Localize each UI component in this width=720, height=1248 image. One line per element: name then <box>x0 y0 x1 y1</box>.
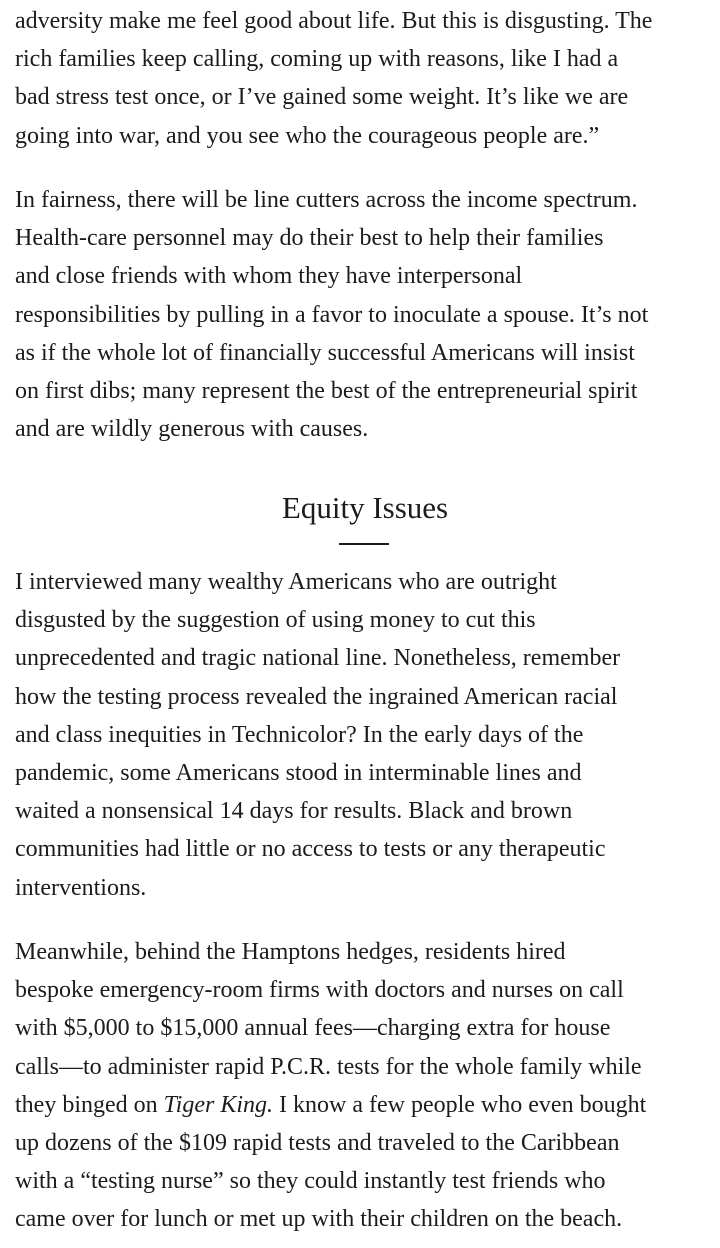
paragraph-equity <box>15 563 715 907</box>
text-line: disgusted by the suggestion of using money to cut this <box>15 607 536 634</box>
text-line: interventions. <box>15 874 147 901</box>
text-line: going into war, and you see who the courageous people are.” <box>15 122 600 149</box>
paragraph-hamptons <box>15 933 715 1239</box>
text-line: pandemic, some Americans stood in interminable lines and <box>15 760 582 787</box>
text-segment: I know a few people who even bought <box>273 1091 647 1118</box>
text-line: with $5,000 to $15,000 annual fees—charging extra for house <box>15 1015 611 1042</box>
paragraph-fairness <box>15 181 715 448</box>
text-line: Health-care personnel may do their best to help their families <box>15 225 604 252</box>
text-line: bespoke emergency-room firms with doctors and nurses on call <box>15 977 624 1004</box>
text-line: waited a nonsensical 14 days for results. Black and brown <box>15 798 573 825</box>
text-line: rich families keep calling, coming up with reasons, like I had a <box>15 46 619 73</box>
text-line: responsibilities by pulling in a favor to inoculate a spouse. It’s not <box>15 301 649 328</box>
text-line: and are wildly generous with causes. <box>15 416 369 443</box>
section-heading: Equity Issues <box>281 490 449 525</box>
text-line: with a “testing nurse” so they could instantly test friends who <box>15 1168 606 1195</box>
text-line: as if the whole lot of financially successful Americans will insist <box>15 339 635 366</box>
text-line: on first dibs; many represent the best of the entrepreneurial spirit <box>15 378 638 405</box>
text-line: and close friends with whom they have interpersonal <box>15 263 523 290</box>
text-line: calls—to administer rapid P.C.R. tests for the whole family while <box>15 1053 642 1080</box>
text-line: up dozens of the $109 rapid tests and traveled to the Caribbean <box>15 1130 620 1157</box>
text-line: communities had little or no access to tests or any therapeutic <box>15 836 606 863</box>
text-segment: they binged on <box>15 1091 164 1118</box>
text-line: unprecedented and tragic national line. Nonetheless, remember <box>15 645 621 672</box>
text-line: and class inequities in Technicolor? In the early days of the <box>15 721 584 748</box>
text-line: came over for lunch or met up with their children on the beach. <box>15 1206 623 1233</box>
text-line: how the testing process revealed the ingrained American racial <box>15 683 618 710</box>
text-line: adversity make me feel good about life. But this is disgusting. The <box>15 8 653 34</box>
text-line: Meanwhile, behind the Hamptons hedges, residents hired <box>15 939 566 965</box>
text-line: In fairness, there will be line cutters across the income spectrum. <box>15 187 638 213</box>
italic-title: Tiger King. <box>163 1091 273 1118</box>
heading-divider <box>339 543 389 545</box>
text-line: I interviewed many wealthy Americans who are outright <box>15 569 557 595</box>
paragraph-quote-ending <box>15 2 715 155</box>
text-line: bad stress test once, or I’ve gained some weight. It’s like we are <box>15 84 629 111</box>
text-line <box>15 1086 715 1124</box>
